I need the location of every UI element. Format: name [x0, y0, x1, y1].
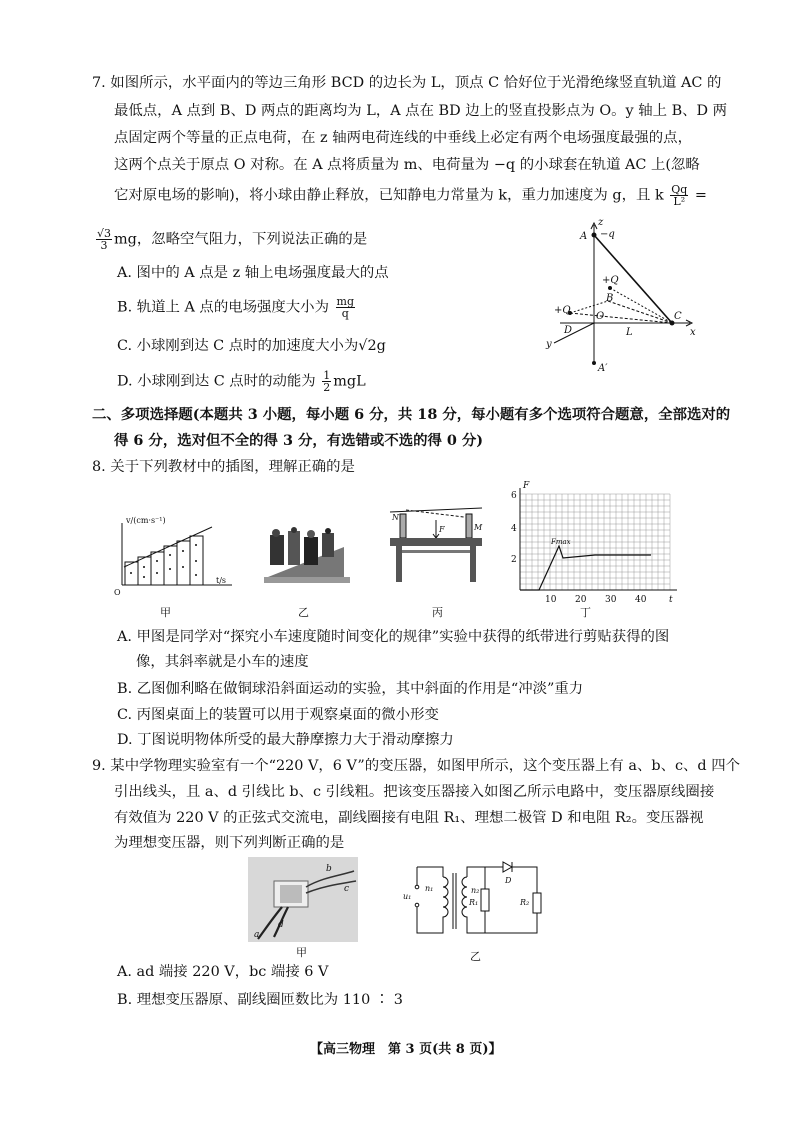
bing-crossbar: [402, 550, 470, 553]
label-o: O: [596, 311, 605, 322]
charge-top: [608, 286, 612, 290]
q7-line6-text: mg，忽略空气阻力，下列说法正确的是: [114, 231, 368, 248]
q9-caption-yi: 乙: [470, 950, 481, 963]
yi-figure-1: [270, 535, 284, 565]
q8-fig-yi: [264, 527, 350, 583]
ding-ytick-2: 2: [511, 555, 517, 565]
q7-line2: 最低点，A 点到 B、D 两点的距离均为 L，A 点在 BD 边上的竖直投影点为 O。y 轴上 B、D 两: [114, 103, 728, 119]
q7-option-b-num: mg: [336, 295, 355, 308]
jia-strip-5: [177, 541, 190, 585]
page-footer: 【高三物理 第 3 页(共 8 页)】: [310, 1042, 502, 1057]
yi-primary-top-wire: [417, 867, 443, 877]
q8-fig-jia: [112, 515, 237, 615]
q8-option-a-line1: A. 甲图是同学对“探究小车速度随时间变化的规律”实验中获得的纸带进行剪贴获得的图: [117, 629, 670, 645]
label-neg-q: −q: [600, 229, 615, 240]
label-a-prime: A′: [598, 363, 608, 374]
jia-x-label: t/s: [216, 576, 227, 585]
yi-label-r2: R₂: [520, 898, 530, 907]
section2-header-line2: 得 6 分，选对但不全的得 3 分，有选错或不选的得 0 分): [114, 432, 484, 449]
ding-y-label: F: [523, 481, 530, 491]
q8-fig-bing: [386, 500, 486, 590]
q8-fig-ding: [505, 480, 685, 605]
q8-option-b: B. 乙图伽利略在做铜球沿斜面运动的实验，其中斜面的作用是“冲淡”重力: [117, 681, 584, 697]
q8-caption-jia: 甲: [160, 606, 171, 619]
yi-figure-2: [288, 531, 300, 565]
q7-option-b: [117, 296, 357, 319]
q7-frac-sqrt3-num: √3: [97, 227, 112, 240]
jia-label-b: b: [326, 864, 332, 874]
label-l: L: [626, 327, 633, 338]
q7-option-d-post: mgL: [333, 373, 366, 390]
ding-xtick-40: 40: [635, 595, 647, 605]
q7-option-b-text: B. 轨道上 A 点的电场强度大小为: [117, 299, 329, 316]
line-qc: [610, 288, 672, 323]
bing-mirror-n: [400, 514, 406, 538]
bing-label-f: F: [439, 525, 445, 534]
q7-frac-sqrt3-den: 3: [100, 239, 108, 252]
bing-tabletop: [390, 538, 482, 546]
bing-leg-right: [470, 546, 476, 582]
bing-label-n: N: [392, 513, 399, 522]
label-a: A: [580, 231, 588, 242]
q8-caption-yi: 乙: [298, 606, 309, 619]
yi-primary-left-bottom: [417, 907, 443, 933]
y-axis: [554, 323, 594, 343]
q8-option-a-line2: 像，其斜率就是小车的速度: [136, 654, 309, 670]
q7-line6: [94, 228, 367, 251]
jia-transformer-coil: [280, 885, 302, 903]
q9-line3: 有效值为 220 V 的正弦式交流电，副线圈接有电阻 R₁、理想二极管 D 和电阻 R₂。变压器视: [114, 810, 704, 826]
ding-ytick-4: 4: [511, 524, 517, 534]
jia-y-label: v/(cm·s⁻¹): [126, 516, 166, 525]
q7-eq: =: [694, 187, 707, 204]
jia-label-a: a: [254, 930, 260, 940]
point-a: [592, 233, 597, 238]
q7-option-d: [117, 370, 366, 393]
ding-xtick-30: 30: [605, 595, 617, 605]
jia-strip-3: [151, 552, 164, 585]
q7-frac-kq-num: Qq: [671, 183, 688, 196]
q7-option-c-unit: g: [376, 338, 386, 354]
q9-line4: 为理想变压器，则下列判断正确的是: [114, 835, 345, 851]
label-plus-q-left: +Q: [554, 305, 571, 316]
q7-option-c-text: C. 小球刚到达 C 点时的加速度大小为: [117, 338, 359, 354]
yi-label-r1: R₁: [469, 898, 479, 907]
yi-primary-coil: [443, 877, 448, 923]
yi-figure-3: [304, 537, 318, 565]
section2-header-line1: 二、多项选择题(本题共 3 小题，每小题 6 分，共 18 分，每小题有多个选项符合题意，全部选对的: [92, 406, 731, 423]
jia-origin: O: [114, 588, 121, 597]
q7-option-c-value: √2: [358, 338, 377, 354]
q9-option-b: B. 理想变压器原、副线圈匝数比为 110 ∶ 3: [117, 992, 403, 1008]
q8-stem: 8. 关于下列教材中的插图，理解正确的是: [92, 459, 355, 475]
q7-line4: 这两个点关于原点 O 对称。在 A 点将质量为 m、电荷量为 −q 的小球套在轨道 AC 上(忽略: [114, 157, 700, 173]
jia-strip-2: [138, 557, 151, 585]
q8-caption-bing: 丙: [432, 606, 443, 619]
q9-fig-jia: [248, 857, 358, 942]
bing-leg-left: [396, 546, 402, 582]
label-z: z: [598, 217, 604, 228]
ding-x-label: t: [669, 595, 673, 605]
q7-option-d-den: 2: [323, 381, 331, 394]
q7-option-d-text: D. 小球刚到达 C 点时的动能为: [117, 373, 316, 390]
yi-label-n1: n₁: [425, 884, 434, 893]
yi-secondary-bottom-wire: [467, 913, 537, 933]
point-a-prime: [592, 361, 596, 365]
q9-line1: 9. 某中学物理实验室有一个“220 V，6 V”的变压器，如图甲所示，这个变压器上有 a、b、c、d 四个: [92, 758, 740, 774]
yi-label-n2: n₂: [471, 886, 480, 895]
label-c: C: [674, 311, 682, 322]
bing-mirror-m: [466, 514, 472, 538]
ding-fmax-label: Fmax: [551, 538, 571, 546]
q7-option-a: A. 图中的 A 点是 z 轴上电场强度最大的点: [117, 265, 389, 281]
yi-r2: [533, 893, 541, 913]
label-y: y: [546, 339, 552, 350]
ding-xtick-20: 20: [575, 595, 587, 605]
q8-option-c: C. 丙图桌面上的装置可以用于观察桌面的微小形变: [117, 707, 439, 723]
label-b: B: [606, 293, 614, 304]
bing-light-path: [390, 508, 482, 512]
q8-caption-ding: 丁: [580, 606, 591, 619]
yi-label-u1: u₁: [403, 892, 412, 901]
bing-label-m: M: [474, 523, 483, 532]
q7-frac-sqrt3: [96, 228, 112, 251]
q7-option-d-num: 1: [323, 369, 331, 382]
ding-curve: [520, 546, 651, 590]
ding-ytick-6: 6: [511, 491, 517, 501]
yi-secondary-coil: [462, 877, 467, 923]
yi-figure-4: [322, 533, 334, 557]
jia-label-c: c: [344, 884, 350, 894]
q7-option-b-frac: [336, 296, 355, 319]
q7-option-d-frac: [322, 370, 331, 393]
q7-frac-kq-den: L²: [673, 195, 686, 208]
q8-option-d: D. 丁图说明物体所受的最大静摩擦力大于滑动摩擦力: [117, 732, 454, 748]
yi-label-d: D: [505, 876, 512, 885]
yi-terminal-bottom: [415, 903, 419, 907]
ding-grid: [520, 494, 670, 590]
q9-line2: 引出线头，且 a、d 引线比 b、c 引线粗。把该变压器接入如图乙所示电路中，变压器原线圈接: [114, 784, 715, 800]
q7-frac-kq: [670, 184, 688, 207]
q7-line5-text: 它对原电场的影响)，将小球由静止释放，已知静电力常量为 k，重力加速度为 g，且 k: [114, 187, 664, 204]
yi-terminal-top: [415, 885, 419, 889]
label-x: x: [690, 327, 696, 338]
q9-fig-yi: [395, 855, 555, 945]
q9-caption-jia: 甲: [296, 946, 307, 959]
q7-line3: 点固定两个等量的正点电荷，在 z 轴两电荷连线的中垂线上必定有两个电场强度最强的点，: [114, 130, 692, 146]
q7-option-b-den: q: [341, 307, 349, 320]
ding-xtick-10: 10: [545, 595, 557, 605]
q7-figure: [540, 215, 710, 375]
label-d: D: [564, 325, 573, 336]
yi-diode: [503, 862, 512, 872]
q7-option-c: [117, 336, 386, 356]
jia-fit-line: [124, 527, 212, 567]
label-plus-q-top: +Q: [602, 275, 619, 286]
q7-line5: [114, 184, 707, 207]
yi-r1: [481, 889, 489, 911]
q7-line1: 7. 如图所示，水平面内的等边三角形 BCD 的边长为 L，顶点 C 恰好位于光滑绝缘竖直轨道 AC 的: [92, 75, 722, 91]
q9-option-a: A. ad 端接 220 V，bc 端接 6 V: [117, 964, 329, 980]
jia-strip-4: [164, 546, 177, 585]
jia-label-d: d: [278, 920, 284, 930]
